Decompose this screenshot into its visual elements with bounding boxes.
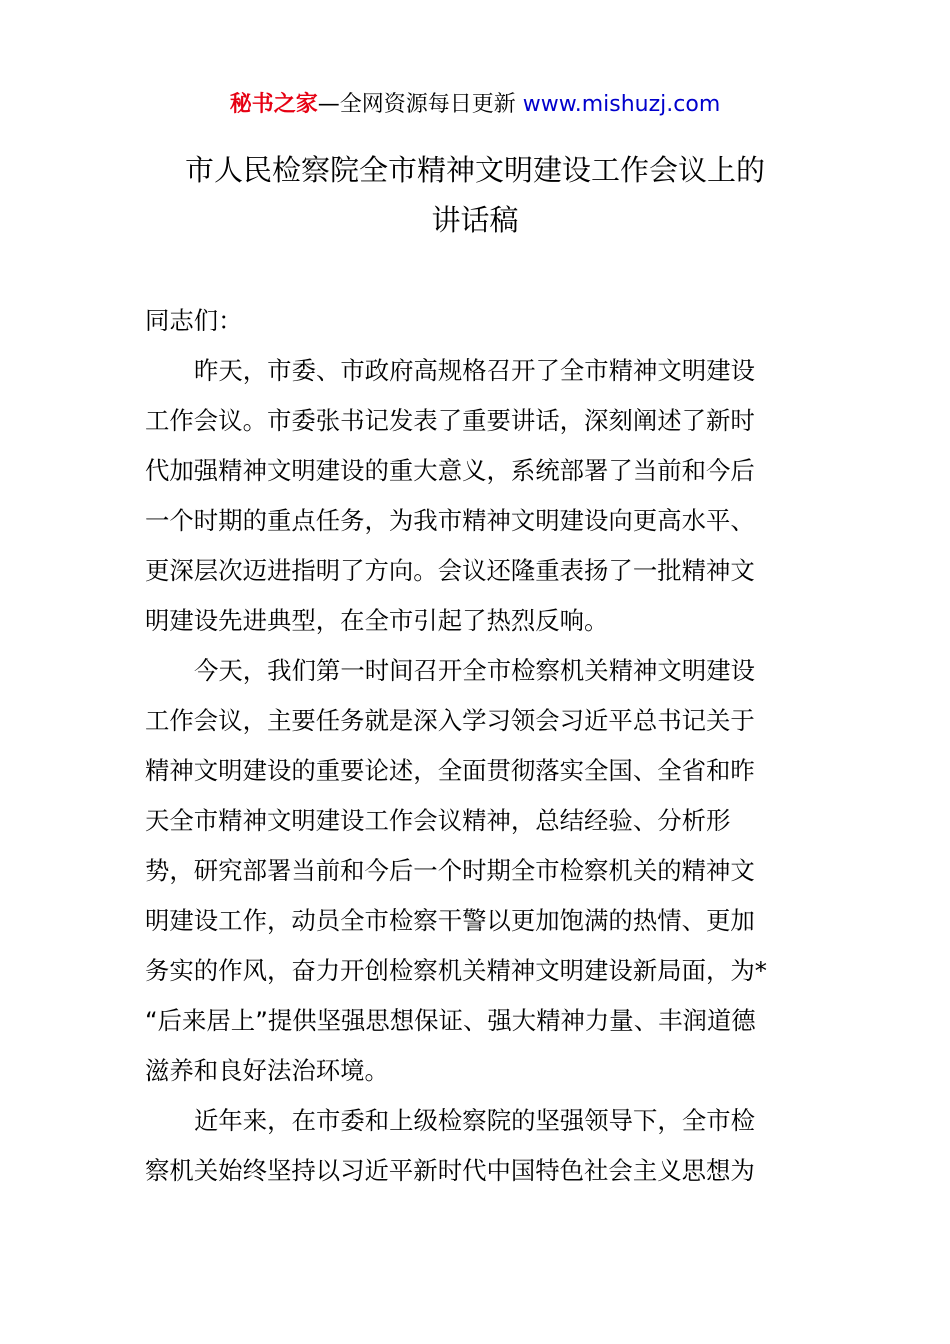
- paragraph-line: 今天，我们第一时间召开全市检察机关精神文明建设: [194, 656, 755, 685]
- paragraph-line: 更深层次迈进指明了方向。会议还隆重表扬了一批精神文: [145, 556, 755, 585]
- document-title: [0, 145, 950, 245]
- paragraph-line: 代加强精神文明建设的重大意义，系统部署了当前和今后: [145, 456, 755, 485]
- paragraph-line: 昨天，市委、市政府高规格召开了全市精神文明建设: [194, 356, 755, 385]
- paragraph-line: 察机关始终坚持以习近平新时代中国特色社会主义思想为: [145, 1156, 755, 1185]
- paragraph-3: [145, 1096, 810, 1196]
- paragraph-line: 一个时期的重点任务，为我市精神文明建设向更高水平、: [145, 506, 755, 535]
- paragraph-line: 近年来，在市委和上级检察院的坚强领导下，全市检: [194, 1106, 755, 1135]
- salutation: [145, 296, 810, 346]
- paragraph-line: 滋养和良好法治环境。: [145, 1056, 389, 1085]
- document-body: [145, 296, 810, 1196]
- paragraph-line: 天全市精神文明建设工作会议精神，总结经验、分析形: [145, 806, 731, 835]
- site-tagline: —全网资源每日更新: [317, 92, 523, 117]
- paragraph-2: [145, 646, 810, 1096]
- paragraph-line: 工作会议。市委张书记发表了重要讲话，深刻阐述了新时: [145, 406, 755, 435]
- salutation-text: 同志们：: [145, 306, 243, 335]
- paragraph-line: 明建设工作，动员全市检察干警以更加饱满的热情、更加: [145, 906, 755, 935]
- title-line-1: 市人民检察院全市精神文明建设工作会议上的: [184, 153, 765, 187]
- paragraph-1: [145, 346, 810, 646]
- paragraph-line: 精神文明建设的重要论述，全面贯彻落实全国、全省和昨: [145, 756, 755, 785]
- site-header: [0, 88, 950, 122]
- paragraph-line: 势，研究部署当前和今后一个时期全市检察机关的精神文: [145, 856, 755, 885]
- paragraph-line: “后来居上”提供坚强思想保证、强大精神力量、丰润道德: [145, 1006, 756, 1035]
- site-url-link[interactable]: www.mishuzj.com: [522, 92, 721, 117]
- site-brand: 秘书之家: [229, 92, 318, 117]
- title-line-2: 讲话稿: [431, 203, 519, 237]
- paragraph-line: 务实的作风，奋力开创检察机关精神文明建设新局面，为*: [145, 956, 767, 985]
- paragraph-line: 工作会议，主要任务就是深入学习领会习近平总书记关于: [145, 706, 755, 735]
- paragraph-line: 明建设先进典型，在全市引起了热烈反响。: [145, 606, 609, 635]
